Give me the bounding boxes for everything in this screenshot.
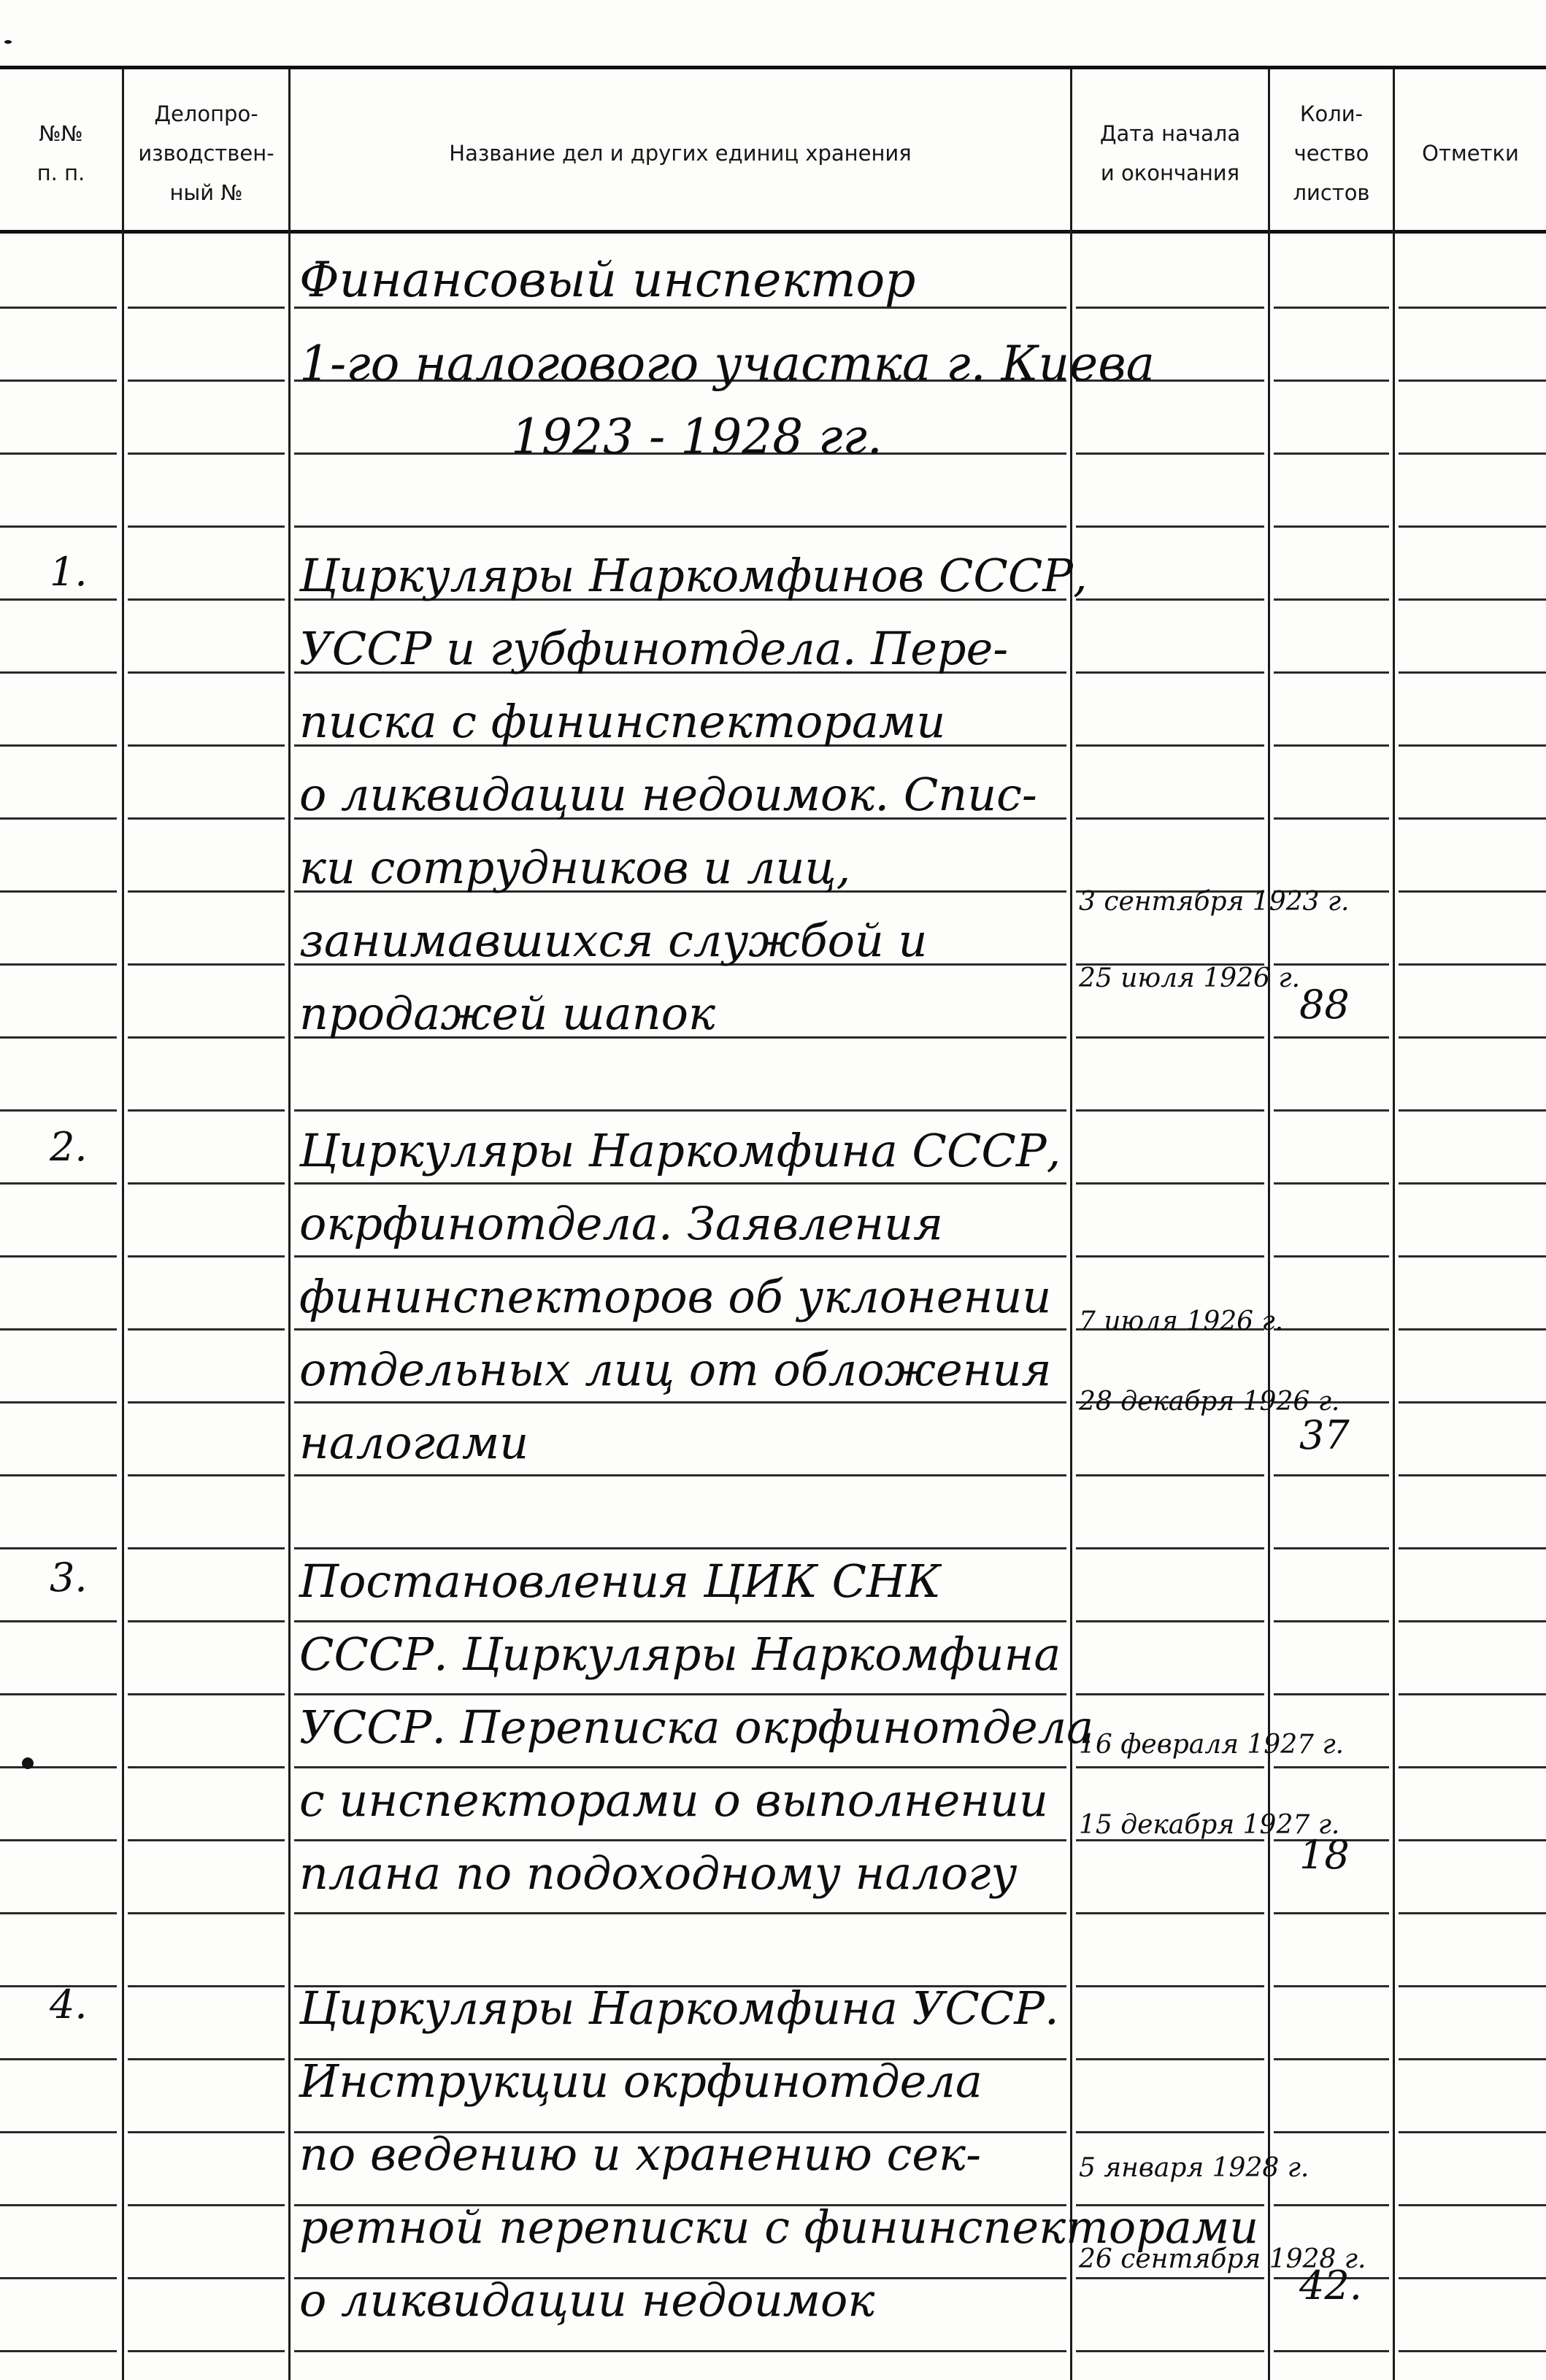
entry-2-line-5: налогами <box>299 1416 529 1469</box>
ruled-line <box>0 525 117 528</box>
column-divider-2 <box>288 69 291 2380</box>
ruled-line <box>1076 2350 1264 2352</box>
ruled-line <box>128 1255 285 1258</box>
ruled-line <box>1399 2204 1546 2206</box>
ruled-line <box>128 1912 285 1914</box>
ruled-line <box>1274 598 1389 601</box>
ruled-line <box>0 1401 117 1403</box>
ruled-line <box>1274 307 1389 309</box>
ruled-line <box>294 1109 1066 1112</box>
ruled-line <box>0 380 117 382</box>
ruled-line <box>1274 1985 1389 1987</box>
entry-4-line-4: ретной переписки с фининспекторами <box>299 2200 1259 2254</box>
column-divider-1 <box>122 69 124 2380</box>
ruled-line <box>0 2277 117 2279</box>
ruled-line <box>128 890 285 893</box>
ruled-line <box>1399 1255 1546 1258</box>
ruled-line <box>1399 1182 1546 1185</box>
entry-2-number: 2. <box>50 1124 88 1170</box>
ruled-line <box>294 1255 1066 1258</box>
entry-4-date-end: 26 сентября 1928 г. <box>1079 2244 1366 2274</box>
ruled-line <box>128 452 285 455</box>
entry-1-line-4: о ликвидации недоимок. Спис- <box>299 768 1037 821</box>
ruled-line <box>1399 307 1546 309</box>
ruled-line <box>0 598 117 601</box>
ruled-line <box>128 1401 285 1403</box>
ruled-line <box>0 2131 117 2133</box>
ruled-line <box>1399 1912 1546 1914</box>
ruled-line <box>128 1109 285 1112</box>
ruled-line <box>0 1839 117 1841</box>
ruled-line <box>1274 1036 1389 1039</box>
entry-4-number: 4. <box>50 1982 88 2027</box>
ruled-line <box>1076 525 1264 528</box>
entry-1-number: 1. <box>50 549 88 595</box>
ruled-line <box>1274 1693 1389 1695</box>
ruled-line <box>0 1182 117 1185</box>
ruled-line <box>1399 1766 1546 1768</box>
ruled-line <box>128 2131 285 2133</box>
ruled-line <box>128 671 285 674</box>
ruled-line <box>128 2277 285 2279</box>
entry-3-date-end: 15 декабря 1927 г. <box>1079 1810 1340 1840</box>
ruled-line <box>0 1912 117 1914</box>
ruled-line <box>294 525 1066 528</box>
entry-4-line-2: Инструкции окрфинотдела <box>299 2054 982 2108</box>
entry-4-line-3: по ведению и хранению сек- <box>299 2127 982 2181</box>
entry-2-sheets: 37 <box>1299 1412 1350 1458</box>
ruled-line <box>1076 452 1264 455</box>
ruled-line <box>294 1474 1066 1476</box>
ruled-line <box>1076 1547 1264 1549</box>
ruled-line <box>1399 2350 1546 2352</box>
ruled-line <box>128 1547 285 1549</box>
header-col-office-number: Делопро- изводствен- ный № <box>138 101 274 205</box>
ruled-line <box>0 744 117 747</box>
header-col-number: №№ п. п. <box>36 121 85 185</box>
header-col-sheets: Коли- чество листов <box>1293 101 1370 205</box>
ruled-line <box>0 452 117 455</box>
ruled-line <box>1076 1766 1264 1768</box>
ruled-line <box>128 525 285 528</box>
entry-4-date-start: 5 января 1928 г. <box>1079 2153 1310 2183</box>
ruled-line <box>128 1328 285 1330</box>
entry-2-line-3: фининспекторов об уклонении <box>299 1270 1052 1323</box>
ruled-line <box>1399 671 1546 674</box>
entry-3-line-4: с инспекторами о выполнении <box>299 1774 1048 1827</box>
fund-title-line-2: 1-го налогового участка г. Киева <box>299 336 1155 392</box>
entry-3-date-start: 16 февраля 1927 г. <box>1079 1730 1345 1760</box>
ruled-line <box>1274 671 1389 674</box>
ruled-line <box>1076 1985 1264 1987</box>
ruled-line <box>1274 1328 1389 1330</box>
ruled-line <box>1076 2277 1264 2279</box>
ruled-line <box>1076 2058 1264 2060</box>
ruled-line <box>1399 1839 1546 1841</box>
ruled-line <box>294 1839 1066 1841</box>
ruled-line <box>0 1693 117 1695</box>
ruled-line <box>1399 452 1546 455</box>
ruled-line <box>1399 1036 1546 1039</box>
ruled-line <box>1274 744 1389 747</box>
entry-2-date-end: 28 декабря 1926 г. <box>1079 1387 1340 1417</box>
ruled-line <box>294 1182 1066 1185</box>
ruled-line <box>128 2058 285 2060</box>
ruled-line <box>0 890 117 893</box>
ruled-line <box>1274 2131 1389 2133</box>
ruled-line <box>1076 2131 1264 2133</box>
entry-1-line-7: продажей шапок <box>299 987 715 1040</box>
ruled-line <box>0 963 117 966</box>
ruled-line <box>0 2350 117 2352</box>
header-col-notes: Отметки <box>1422 141 1519 166</box>
ruled-line <box>294 1620 1066 1622</box>
ruled-line <box>1076 1109 1264 1112</box>
ruled-line <box>294 1693 1066 1695</box>
ruled-line <box>1274 1109 1389 1112</box>
ruled-line <box>294 1912 1066 1914</box>
ruled-line <box>1399 1474 1546 1476</box>
column-divider-3 <box>1070 69 1072 2380</box>
ruled-line <box>1399 1620 1546 1622</box>
ruled-line <box>1076 1474 1264 1476</box>
entry-1-date-start: 3 сентября 1923 г. <box>1079 887 1350 917</box>
entry-1-line-6: занимавшихся службой и <box>299 914 928 967</box>
ruled-line <box>294 1547 1066 1549</box>
ruled-line <box>1076 1912 1264 1914</box>
ruled-line <box>128 963 285 966</box>
ruled-line <box>1399 1328 1546 1330</box>
ruled-line <box>1076 1693 1264 1695</box>
entry-2-line-1: Циркуляры Наркомфина СССР, <box>299 1124 1061 1177</box>
entry-1-line-5: ки сотрудников и лиц, <box>299 841 851 894</box>
column-divider-4 <box>1268 69 1270 2380</box>
ruled-line <box>1076 1620 1264 1622</box>
ruled-line <box>0 2204 117 2206</box>
entry-1-line-1: Циркуляры Наркомфинов СССР, <box>299 549 1088 602</box>
ruled-line <box>1076 744 1264 747</box>
entry-1-line-2: УССР и губфинотдела. Пере- <box>299 622 1009 675</box>
ruled-line <box>1076 598 1264 601</box>
ruled-line <box>1399 744 1546 747</box>
ruled-line <box>1076 307 1264 309</box>
ruled-line <box>1399 380 1546 382</box>
ruled-line <box>128 1766 285 1768</box>
ruled-line <box>1274 1620 1389 1622</box>
ruled-line <box>128 598 285 601</box>
ruled-line <box>0 1036 117 1039</box>
ruled-line <box>1076 671 1264 674</box>
ruled-line <box>294 2350 1066 2352</box>
entry-4-sheets: 42. <box>1299 2262 1362 2308</box>
ruled-line <box>1399 890 1546 893</box>
ruled-line <box>0 671 117 674</box>
ruled-line <box>0 2058 117 2060</box>
column-divider-5 <box>1393 69 1395 2380</box>
ruled-line <box>1274 2350 1389 2352</box>
ruled-line <box>0 1547 117 1549</box>
ruled-line <box>0 817 117 820</box>
ruled-line <box>128 1474 285 1476</box>
ruled-line <box>1274 2204 1389 2206</box>
entry-3-number: 3. <box>50 1555 88 1601</box>
ruled-line <box>128 1620 285 1622</box>
header-bottom-rule <box>0 230 1546 234</box>
ruled-line <box>128 2350 285 2352</box>
ruled-line <box>128 1839 285 1841</box>
ruled-line <box>128 1693 285 1695</box>
ruled-line <box>294 1401 1066 1403</box>
ruled-line <box>1274 1912 1389 1914</box>
ruled-line <box>128 1182 285 1185</box>
ruled-line <box>1399 525 1546 528</box>
ruled-line <box>1076 1036 1264 1039</box>
ruled-line <box>1274 525 1389 528</box>
ruled-line <box>1274 817 1389 820</box>
fund-title-line-3: 1923 - 1928 гг. <box>511 409 882 465</box>
ink-mark <box>4 40 12 44</box>
ruled-line <box>1399 1693 1546 1695</box>
ruled-line <box>128 1985 285 1987</box>
ruled-line <box>1399 2058 1546 2060</box>
ruled-line <box>0 1620 117 1622</box>
ruled-line <box>1399 1401 1546 1403</box>
ruled-line <box>128 817 285 820</box>
entry-1-date-end: 25 июля 1926 г. <box>1079 963 1301 993</box>
ruled-line <box>1274 1547 1389 1549</box>
ruled-line <box>0 307 117 309</box>
ruled-line <box>0 1328 117 1330</box>
ruled-line <box>128 307 285 309</box>
ruled-line <box>294 1766 1066 1768</box>
ruled-line <box>1076 1182 1264 1185</box>
fund-title-line-1: Финансовый инспектор <box>299 252 916 308</box>
entry-2-line-4: отдельных лиц от обложения <box>299 1343 1052 1396</box>
ruled-line <box>1274 1474 1389 1476</box>
entry-3-sheets: 18 <box>1299 1832 1350 1878</box>
entry-4-line-1: Циркуляры Наркомфина УССР. <box>299 1982 1059 2035</box>
header-col-title: Название дел и других единиц хранения <box>449 141 912 166</box>
entry-2-date-start: 7 июля 1926 г. <box>1079 1306 1284 1336</box>
ruled-line <box>0 1109 117 1112</box>
entry-3-line-2: СССР. Циркуляры Наркомфина <box>299 1628 1061 1681</box>
header-col-dates: Дата начала и окончания <box>1099 121 1241 185</box>
ruled-line <box>1274 2058 1389 2060</box>
ruled-line <box>1399 817 1546 820</box>
entry-4-line-5: о ликвидации недоимок <box>299 2273 875 2327</box>
ruled-line <box>1399 963 1546 966</box>
entry-2-line-2: окрфинотдела. Заявления <box>299 1197 944 1250</box>
ruled-line <box>294 1328 1066 1330</box>
ruled-line <box>128 1036 285 1039</box>
ruled-line <box>1399 1547 1546 1549</box>
ruled-line <box>1399 2277 1546 2279</box>
ruled-line <box>1399 1985 1546 1987</box>
ruled-line <box>1274 1766 1389 1768</box>
ruled-line <box>128 380 285 382</box>
ruled-line <box>128 744 285 747</box>
ruled-line <box>1274 452 1389 455</box>
ruled-line <box>1076 1255 1264 1258</box>
entry-1-sheets: 88 <box>1299 982 1350 1028</box>
ruled-line <box>0 1474 117 1476</box>
ruled-line <box>1076 817 1264 820</box>
ruled-line <box>0 1255 117 1258</box>
entry-1-line-3: писка с фининспекторами <box>299 695 946 748</box>
entry-3-line-3: УССР. Переписка окрфинотдела <box>299 1701 1094 1754</box>
ruled-line <box>1399 598 1546 601</box>
ruled-line <box>1274 1182 1389 1185</box>
ruled-line <box>128 2204 285 2206</box>
entry-3-line-5: плана по подоходному налогу <box>299 1846 1018 1900</box>
ruled-line <box>1399 1109 1546 1112</box>
ruled-line <box>0 1766 117 1768</box>
ruled-line <box>1274 380 1389 382</box>
ruled-line <box>1399 2131 1546 2133</box>
top-rule <box>0 66 1546 69</box>
ink-dot <box>22 1757 34 1769</box>
ruled-line <box>1274 1255 1389 1258</box>
entry-3-line-1: Постановления ЦИК СНК <box>299 1555 942 1608</box>
